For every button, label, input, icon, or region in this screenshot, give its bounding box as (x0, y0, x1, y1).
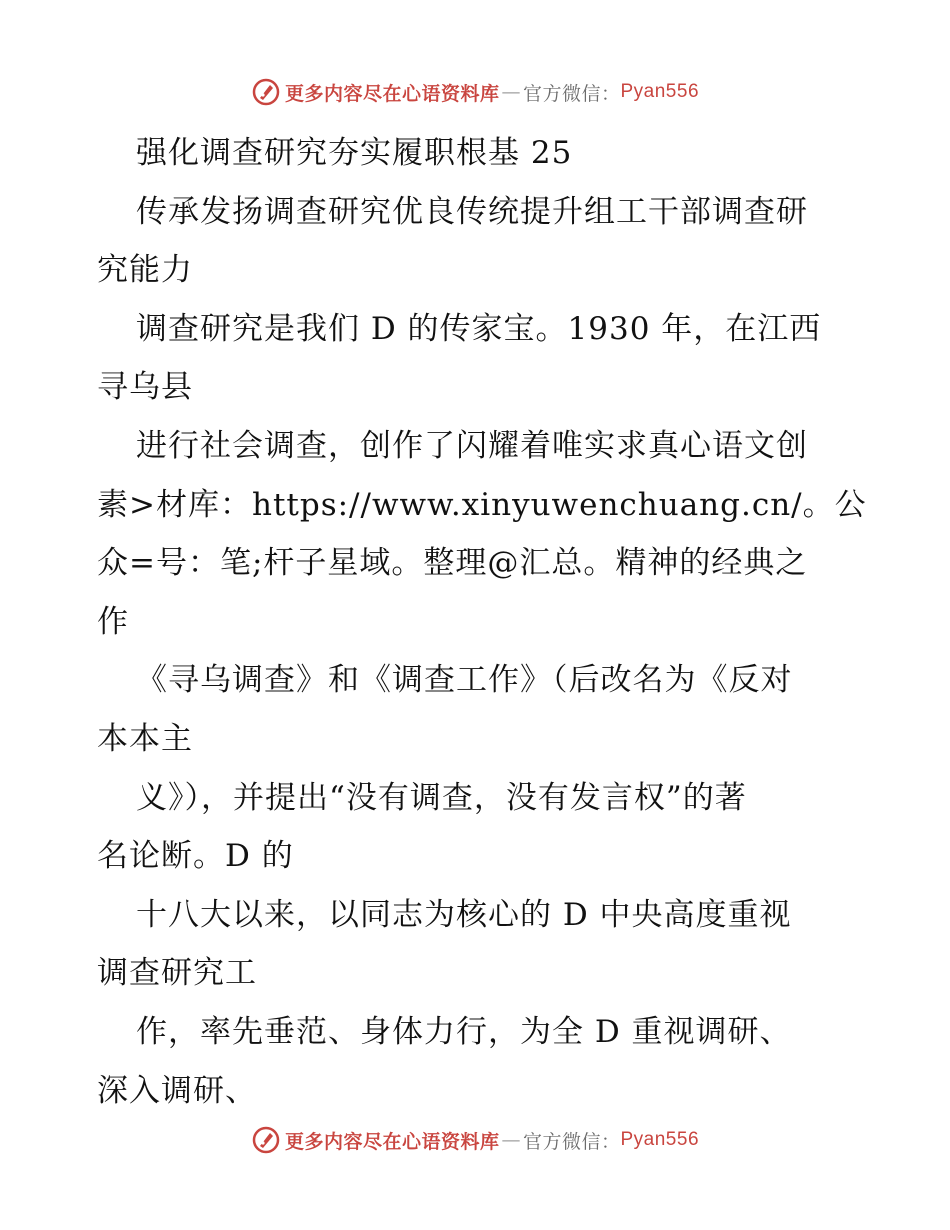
text-line: 究能力 (97, 252, 193, 289)
text-line: 调查研究是我们 D 的传家宝。1930 年，在江西 (136, 310, 822, 347)
footer-watermark-banner (0, 1120, 950, 1160)
text-line: 义》），并提出“没有调查，没有发言权”的著 (136, 779, 747, 816)
text-line: 十八大以来，以同志为核心的 D 中央高度重视 (136, 896, 792, 933)
pen-nib-logo-icon (251, 1125, 281, 1155)
document-body (97, 124, 867, 1120)
text-line: 名论断。D 的 (97, 838, 294, 875)
text-line: 进行社会调查，创作了闪耀着唯实求真心语文创 (136, 427, 808, 464)
banner-wechat-label: 官方微信： (522, 82, 621, 105)
banner-wechat-id: Pyan556 (620, 81, 700, 102)
text-line: 调查研究工 (97, 955, 257, 992)
text-line: 强化调查研究夯实履职根基 25 (136, 135, 573, 171)
pen-nib-logo-icon (251, 77, 281, 107)
banner-main-text: 更多内容尽在心语资料库 (284, 82, 500, 105)
text-line: 众=号：笔;杆子星域。整理@汇总。精神的经典之 (97, 545, 808, 582)
text-line: 传承发扬调查研究优良传统提升组工干部调查研 (136, 193, 808, 230)
text-line: 《寻乌调查》和《调查工作》（后改名为《反对 (136, 662, 793, 699)
text-line: 作 (97, 603, 129, 640)
text-line: 寻乌县 (97, 369, 193, 406)
text-line: 作，率先垂范、身体力行，为全 D 重视调研、 (136, 1013, 792, 1050)
banner-main-text: 更多内容尽在心语资料库 (284, 1130, 500, 1153)
banner-dash: — (501, 81, 521, 103)
text-line: 素>材库：https://www.xinyuwenchuang.cn/。公 (97, 486, 867, 523)
text-line: 本本主 (97, 720, 193, 757)
banner-wechat-id: Pyan556 (620, 1129, 700, 1150)
banner-dash: — (501, 1129, 521, 1151)
banner-wechat-label: 官方微信： (522, 1130, 621, 1153)
text-line: 深入调研、 (97, 1072, 257, 1109)
header-watermark-banner (0, 72, 950, 112)
